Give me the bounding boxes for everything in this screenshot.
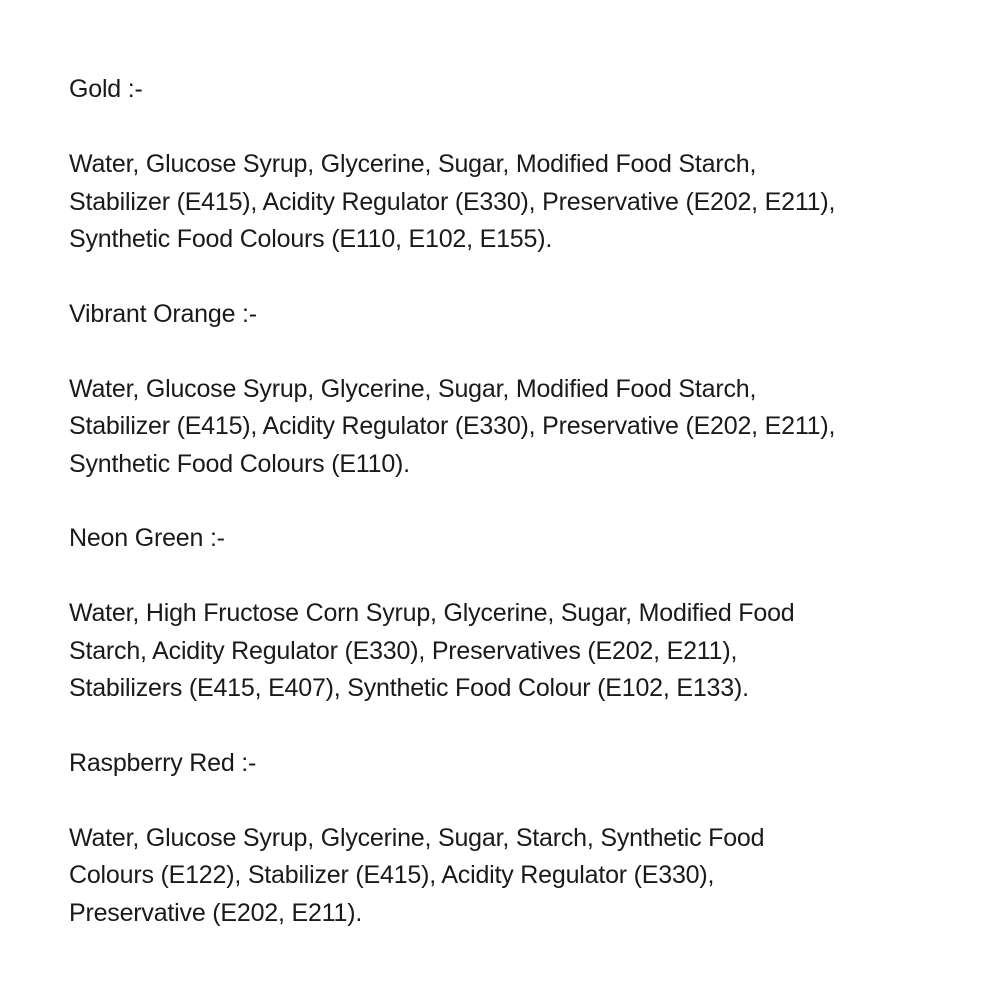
ingredient-line: Colours (E122), Stabilizer (E415), Acidity Regulator (E330), xyxy=(69,861,715,889)
ingredient-line: Synthetic Food Colours (E110). xyxy=(69,449,410,478)
section-gold xyxy=(69,71,969,259)
ingredient-list xyxy=(69,820,969,933)
ingredients-document xyxy=(69,71,969,969)
ingredient-line: Water, Glucose Syrup, Glycerine, Sugar, Starch, Synthetic Food xyxy=(69,823,765,852)
ingredient-line: Stabilizers (E415, E407), Synthetic Food Colour (E102, E133). xyxy=(69,674,749,702)
section-vibrant-orange xyxy=(69,296,969,484)
section-raspberry-red xyxy=(69,745,969,933)
ingredient-line: Water, Glucose Syrup, Glycerine, Sugar, Modified Food Starch, xyxy=(69,374,757,403)
ingredient-list xyxy=(69,595,969,708)
section-heading: Raspberry Red :- xyxy=(69,748,257,777)
ingredient-list xyxy=(69,146,969,259)
ingredient-line: Synthetic Food Colours (E110, E102, E155). xyxy=(69,225,553,253)
ingredient-line: Water, Glucose Syrup, Glycerine, Sugar, Modified Food Starch, xyxy=(69,150,757,178)
ingredient-line: Starch, Acidity Regulator (E330), Preservatives (E202, E211), xyxy=(69,636,738,665)
ingredient-line: Stabilizer (E415), Acidity Regulator (E330), Preservative (E202, E211), xyxy=(69,412,836,440)
ingredient-line: Stabilizer (E415), Acidity Regulator (E330), Preservative (E202, E211), xyxy=(69,187,836,216)
section-neon-green xyxy=(69,520,969,708)
ingredient-line: Water, High Fructose Corn Syrup, Glycerine, Sugar, Modified Food xyxy=(69,599,795,627)
section-heading: Neon Green :- xyxy=(69,524,225,552)
section-heading: Vibrant Orange :- xyxy=(69,299,257,328)
ingredient-line: Preservative (E202, E211). xyxy=(69,898,363,927)
ingredient-list xyxy=(69,371,969,484)
section-heading: Gold :- xyxy=(69,75,143,103)
